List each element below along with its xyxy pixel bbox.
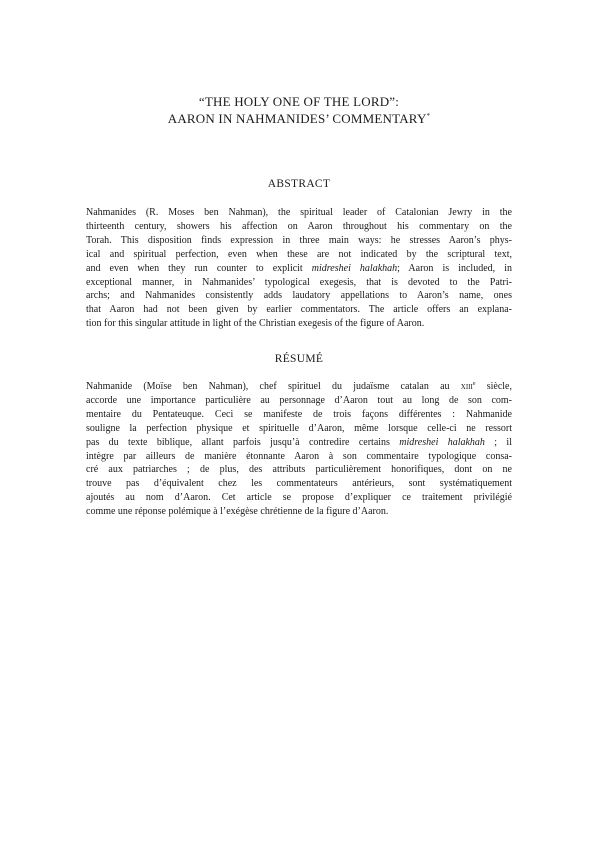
- abstract-body: [86, 206, 512, 331]
- century-numeral: xiii: [460, 381, 473, 392]
- title-footnote-mark[interactable]: *: [426, 112, 431, 120]
- century-suffix: e: [472, 381, 476, 387]
- resume-body: [86, 380, 512, 519]
- title-line-1: “THE HOLY ONE OF THE LORD”:: [198, 94, 400, 109]
- title-line-2-text: AARON IN NAHMANIDES’ COMMENTARY: [167, 111, 427, 126]
- resume-line: souligne la perfection physique et spirituelle d’Aaron, même lorsque celle-ci ne ressort: [86, 422, 512, 434]
- abstract-line: Nahmanides (R. Moses ben Nahman), the spiritual leader of Catalonian Jewry in the: [86, 207, 512, 218]
- abstract-line: that Aaron had not been given by earlier commentators. The article offers an explana-: [86, 304, 512, 316]
- resume-line: comme une réponse polémique à l’exégèse chrétienne de la figure d’Aaron.: [86, 506, 389, 518]
- resume-line: cré aux patriarches ; de plus, des attributs particulièrement honorifiques, dont on ne: [86, 464, 512, 476]
- resume-line: trouve pas d’équivalent chez les commentateurs antérieurs, sont systématiquement: [86, 478, 512, 490]
- abstract-heading: ABSTRACT: [267, 178, 331, 190]
- abstract-line: archs; and Nahmanides consistently adds laudatory appellations to Aaron’s name, ones: [86, 290, 512, 302]
- resume-line: mentaire du Pentateuque. Ceci se manifeste de trois façons différentes : Nahmanide: [86, 408, 512, 420]
- resume-italic-term: midreshei halakhah: [399, 436, 485, 448]
- resume-line-text: ; il: [484, 436, 512, 448]
- abstract-line: [86, 262, 512, 276]
- title-line-2: [86, 110, 512, 127]
- resume-line: accorde une importance particulière au personnage d’Aaron tout au long de son com-: [86, 394, 512, 406]
- resume-heading: RÉSUMÉ: [274, 353, 324, 365]
- abstract-line-text: ; Aaron is included, in: [397, 262, 512, 274]
- resume-line: intègre par ailleurs de manière étonnante Aaron à son commentaire typologique consa-: [86, 450, 512, 462]
- resume-line-text: pas du texte biblique, allant parfois jusqu’à contredire certains: [86, 436, 400, 448]
- abstract-line: exceptional manner, in Nahmanides’ typological exegesis, that is devoted to the Patri-: [86, 276, 512, 288]
- abstract-italic-term: midreshei halakhah: [311, 262, 398, 274]
- resume-line: [86, 380, 512, 394]
- resume-line-text: Nahmanide (Moïse ben Nahman), chef spirituel du judaïsme catalan au: [86, 381, 461, 392]
- resume-line: ajoutés au nom d’Aaron. Cet article se propose d’expliquer ce traitement privilégié: [86, 492, 512, 504]
- resume-line-text: siècle,: [475, 381, 512, 392]
- abstract-line: ical and spiritual perfection, even when these are not indicated by the scriptural text,: [86, 248, 512, 260]
- resume-line: [86, 436, 512, 450]
- abstract-line-text: and even when they run counter to explicit: [86, 262, 312, 274]
- article-title: [86, 93, 512, 127]
- abstract-line: Torah. This disposition finds expression in three main ways: he stresses Aaron’s phys-: [86, 234, 512, 246]
- abstract-line: tion for this singular attitude in light of the Christian exegesis of the figure of Aaron.: [86, 318, 425, 330]
- abstract-line: thirteenth century, showers his affection on Aaron throughout his commentary on the: [86, 220, 512, 232]
